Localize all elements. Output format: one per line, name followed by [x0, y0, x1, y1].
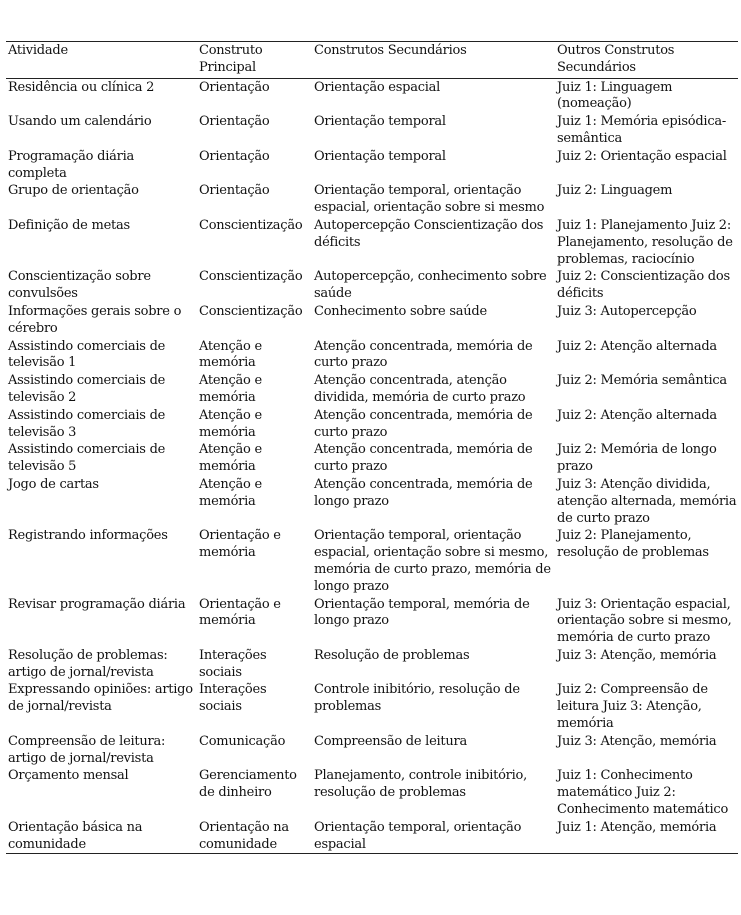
cell-construtos-secundarios: Autopercepção Conscientização dos déficits	[314, 217, 544, 250]
header-atividade: Atividade	[8, 43, 68, 58]
cell-construtos-secundarios: Orientação temporal, orientação espacial, orientação sobre si mesmo	[314, 183, 545, 216]
table-row	[6, 338, 738, 373]
cell-atividade: Conscientização sobre convulsões	[8, 269, 151, 302]
table-row	[6, 681, 738, 732]
cell-construtos-secundarios: Conhecimento sobre saúde	[314, 303, 487, 319]
cell-construto-principal: Orientação	[199, 183, 270, 199]
cell-atividade: Compreensão de leitura: artigo de jornal/revista	[8, 733, 166, 766]
cell-construtos-secundarios: Orientação espacial	[314, 79, 441, 95]
cell-outros-construtos: Juiz 1: Memória episódica- semântica	[557, 114, 726, 146]
cell-construtos-secundarios: Atenção concentrada, memória de curto prazo	[314, 338, 533, 371]
cell-atividade: Assistindo comerciais de televisão 5	[8, 442, 166, 475]
header-construtos-secundarios: Construtos Secundários	[314, 43, 467, 58]
header-outros-construtos: Outros Construtos Secundários	[557, 43, 675, 75]
table-row	[6, 647, 738, 682]
cell-construtos-secundarios: Planejamento, controle inibitório, resolução de problemas	[314, 768, 527, 801]
cell-construtos-secundarios: Autopercepção, conhecimento sobre saúde	[314, 269, 547, 302]
cell-atividade: Jogo de cartas	[8, 476, 99, 492]
cell-atividade: Definição de metas	[8, 217, 130, 233]
cell-atividade: Assistindo comerciais de televisão 3	[8, 407, 166, 440]
cell-outros-construtos: Juiz 1: Linguagem (nomeação)	[557, 79, 673, 112]
cell-outros-construtos: Juiz 2: Linguagem	[557, 183, 673, 199]
table-row	[6, 407, 738, 442]
cell-atividade: Grupo de orientação	[8, 183, 139, 199]
cell-construto-principal: Comunicação	[199, 733, 286, 749]
cell-atividade: Informações gerais sobre o cérebro	[8, 303, 182, 336]
table-row	[6, 819, 738, 854]
cell-atividade: Resolução de problemas: artigo de jornal/revista	[8, 647, 168, 680]
cell-atividade: Revisar programação diária	[8, 596, 186, 612]
cell-atividade: Orientação básica na comunidade	[8, 819, 143, 852]
cell-construtos-secundarios: Atenção concentrada, atenção dividida, memória de curto prazo	[314, 373, 526, 405]
table-row	[6, 268, 738, 303]
cell-construtos-secundarios: Controle inibitório, resolução de problemas	[314, 682, 520, 715]
cell-outros-construtos: Juiz 3: Atenção, memória	[557, 733, 717, 749]
cell-construtos-secundarios: Atenção concentrada, memória de curto prazo	[314, 407, 533, 440]
cell-construto-principal: Orientação	[199, 148, 270, 164]
cell-construtos-secundarios: Orientação temporal, orientação espacial, orientação sobre si mesmo, memória de curto prazo, memória de longo prazo	[314, 528, 551, 594]
cell-outros-construtos: Juiz 2: Planejamento, resolução de problemas	[557, 528, 709, 561]
table-row	[6, 733, 738, 768]
cell-outros-construtos: Juiz 2: Atenção alternada	[557, 338, 717, 354]
cell-construto-principal: Gerenciamento de dinheiro	[199, 768, 297, 801]
table-row	[6, 303, 738, 338]
cell-outros-construtos: Juiz 2: Memória semântica	[557, 373, 727, 389]
cell-construtos-secundarios: Atenção concentrada, memória de longo prazo	[314, 476, 533, 509]
cell-construto-principal: Conscientização	[199, 303, 303, 319]
cell-outros-construtos: Juiz 3: Atenção dividida, atenção alternada, memória de curto prazo	[557, 476, 737, 526]
header-row	[6, 42, 738, 79]
table-row	[6, 596, 738, 647]
cell-construtos-secundarios: Orientação temporal, orientação espacial	[314, 819, 522, 852]
cell-construto-principal: Orientação na comunidade	[199, 819, 289, 852]
cell-outros-construtos: Juiz 1: Conhecimento matemático Juiz 2: Conhecimento matemático	[557, 768, 729, 818]
table-row	[6, 182, 738, 217]
cell-construto-principal: Interações sociais	[199, 647, 267, 680]
cell-atividade: Residência ou clínica 2	[8, 79, 155, 95]
table-row	[6, 78, 738, 113]
cell-atividade: Assistindo comerciais de televisão 1	[8, 338, 166, 371]
table-row	[6, 372, 738, 407]
cell-construto-principal: Orientação	[199, 79, 270, 95]
cell-outros-construtos: Juiz 3: Orientação espacial, orientação sobre si mesmo, memória de curto prazo	[557, 596, 732, 646]
table-row	[6, 113, 738, 148]
cell-outros-construtos: Juiz 2: Conscientização dos déficits	[557, 269, 730, 302]
cell-construtos-secundarios: Orientação temporal, memória de longo prazo	[314, 596, 530, 629]
cell-construtos-secundarios: Orientação temporal	[314, 148, 446, 164]
constructs-table	[6, 41, 738, 854]
table-row	[6, 767, 738, 818]
cell-outros-construtos: Juiz 1: Planejamento Juiz 2: Planejamento, resolução de problemas, raciocínio	[557, 217, 733, 267]
table-header	[6, 42, 738, 79]
table-row	[6, 441, 738, 476]
table-row	[6, 527, 738, 595]
cell-outros-construtos: Juiz 3: Atenção, memória	[557, 647, 717, 663]
cell-atividade: Programação diária completa	[8, 148, 134, 181]
cell-atividade: Expressando opiniões: artigo de jornal/revista	[8, 682, 193, 715]
cell-atividade: Orçamento mensal	[8, 768, 129, 784]
header-construto-principal: Construto Principal	[199, 43, 263, 75]
cell-construtos-secundarios: Atenção concentrada, memória de curto prazo	[314, 442, 533, 475]
cell-outros-construtos: Juiz 2: Atenção alternada	[557, 407, 717, 423]
table-row	[6, 217, 738, 268]
table-row	[6, 148, 738, 183]
cell-construto-principal: Interações sociais	[199, 682, 267, 715]
cell-construtos-secundarios: Compreensão de leitura	[314, 733, 467, 749]
cell-construto-principal: Atenção e memória	[199, 476, 262, 509]
cell-outros-construtos: Juiz 3: Autopercepção	[557, 303, 697, 319]
cell-atividade: Registrando informações	[8, 528, 168, 544]
constructs-table-container	[6, 41, 738, 854]
cell-construtos-secundarios: Resolução de problemas	[314, 647, 470, 663]
cell-construto-principal: Atenção e memória	[199, 338, 262, 371]
cell-construto-principal: Atenção e memória	[199, 442, 262, 475]
cell-construto-principal: Conscientização	[199, 269, 303, 285]
cell-construtos-secundarios: Orientação temporal	[314, 114, 446, 130]
cell-outros-construtos: Juiz 2: Orientação espacial	[557, 148, 727, 164]
cell-construto-principal: Atenção e memória	[199, 373, 262, 405]
cell-construto-principal: Orientação	[199, 114, 270, 130]
cell-construto-principal: Orientação e memória	[199, 596, 281, 629]
table-row	[6, 476, 738, 527]
cell-atividade: Assistindo comerciais de televisão 2	[8, 373, 166, 405]
cell-construto-principal: Orientação e memória	[199, 528, 281, 561]
cell-atividade: Usando um calendário	[8, 114, 152, 130]
table-body	[6, 78, 738, 854]
cell-outros-construtos: Juiz 2: Memória de longo prazo	[557, 442, 717, 475]
cell-outros-construtos: Juiz 1: Atenção, memória	[557, 819, 717, 835]
cell-construto-principal: Atenção e memória	[199, 407, 262, 440]
cell-construto-principal: Conscientização	[199, 217, 303, 233]
cell-outros-construtos: Juiz 2: Compreensão de leitura Juiz 3: Atenção, memória	[557, 682, 708, 732]
